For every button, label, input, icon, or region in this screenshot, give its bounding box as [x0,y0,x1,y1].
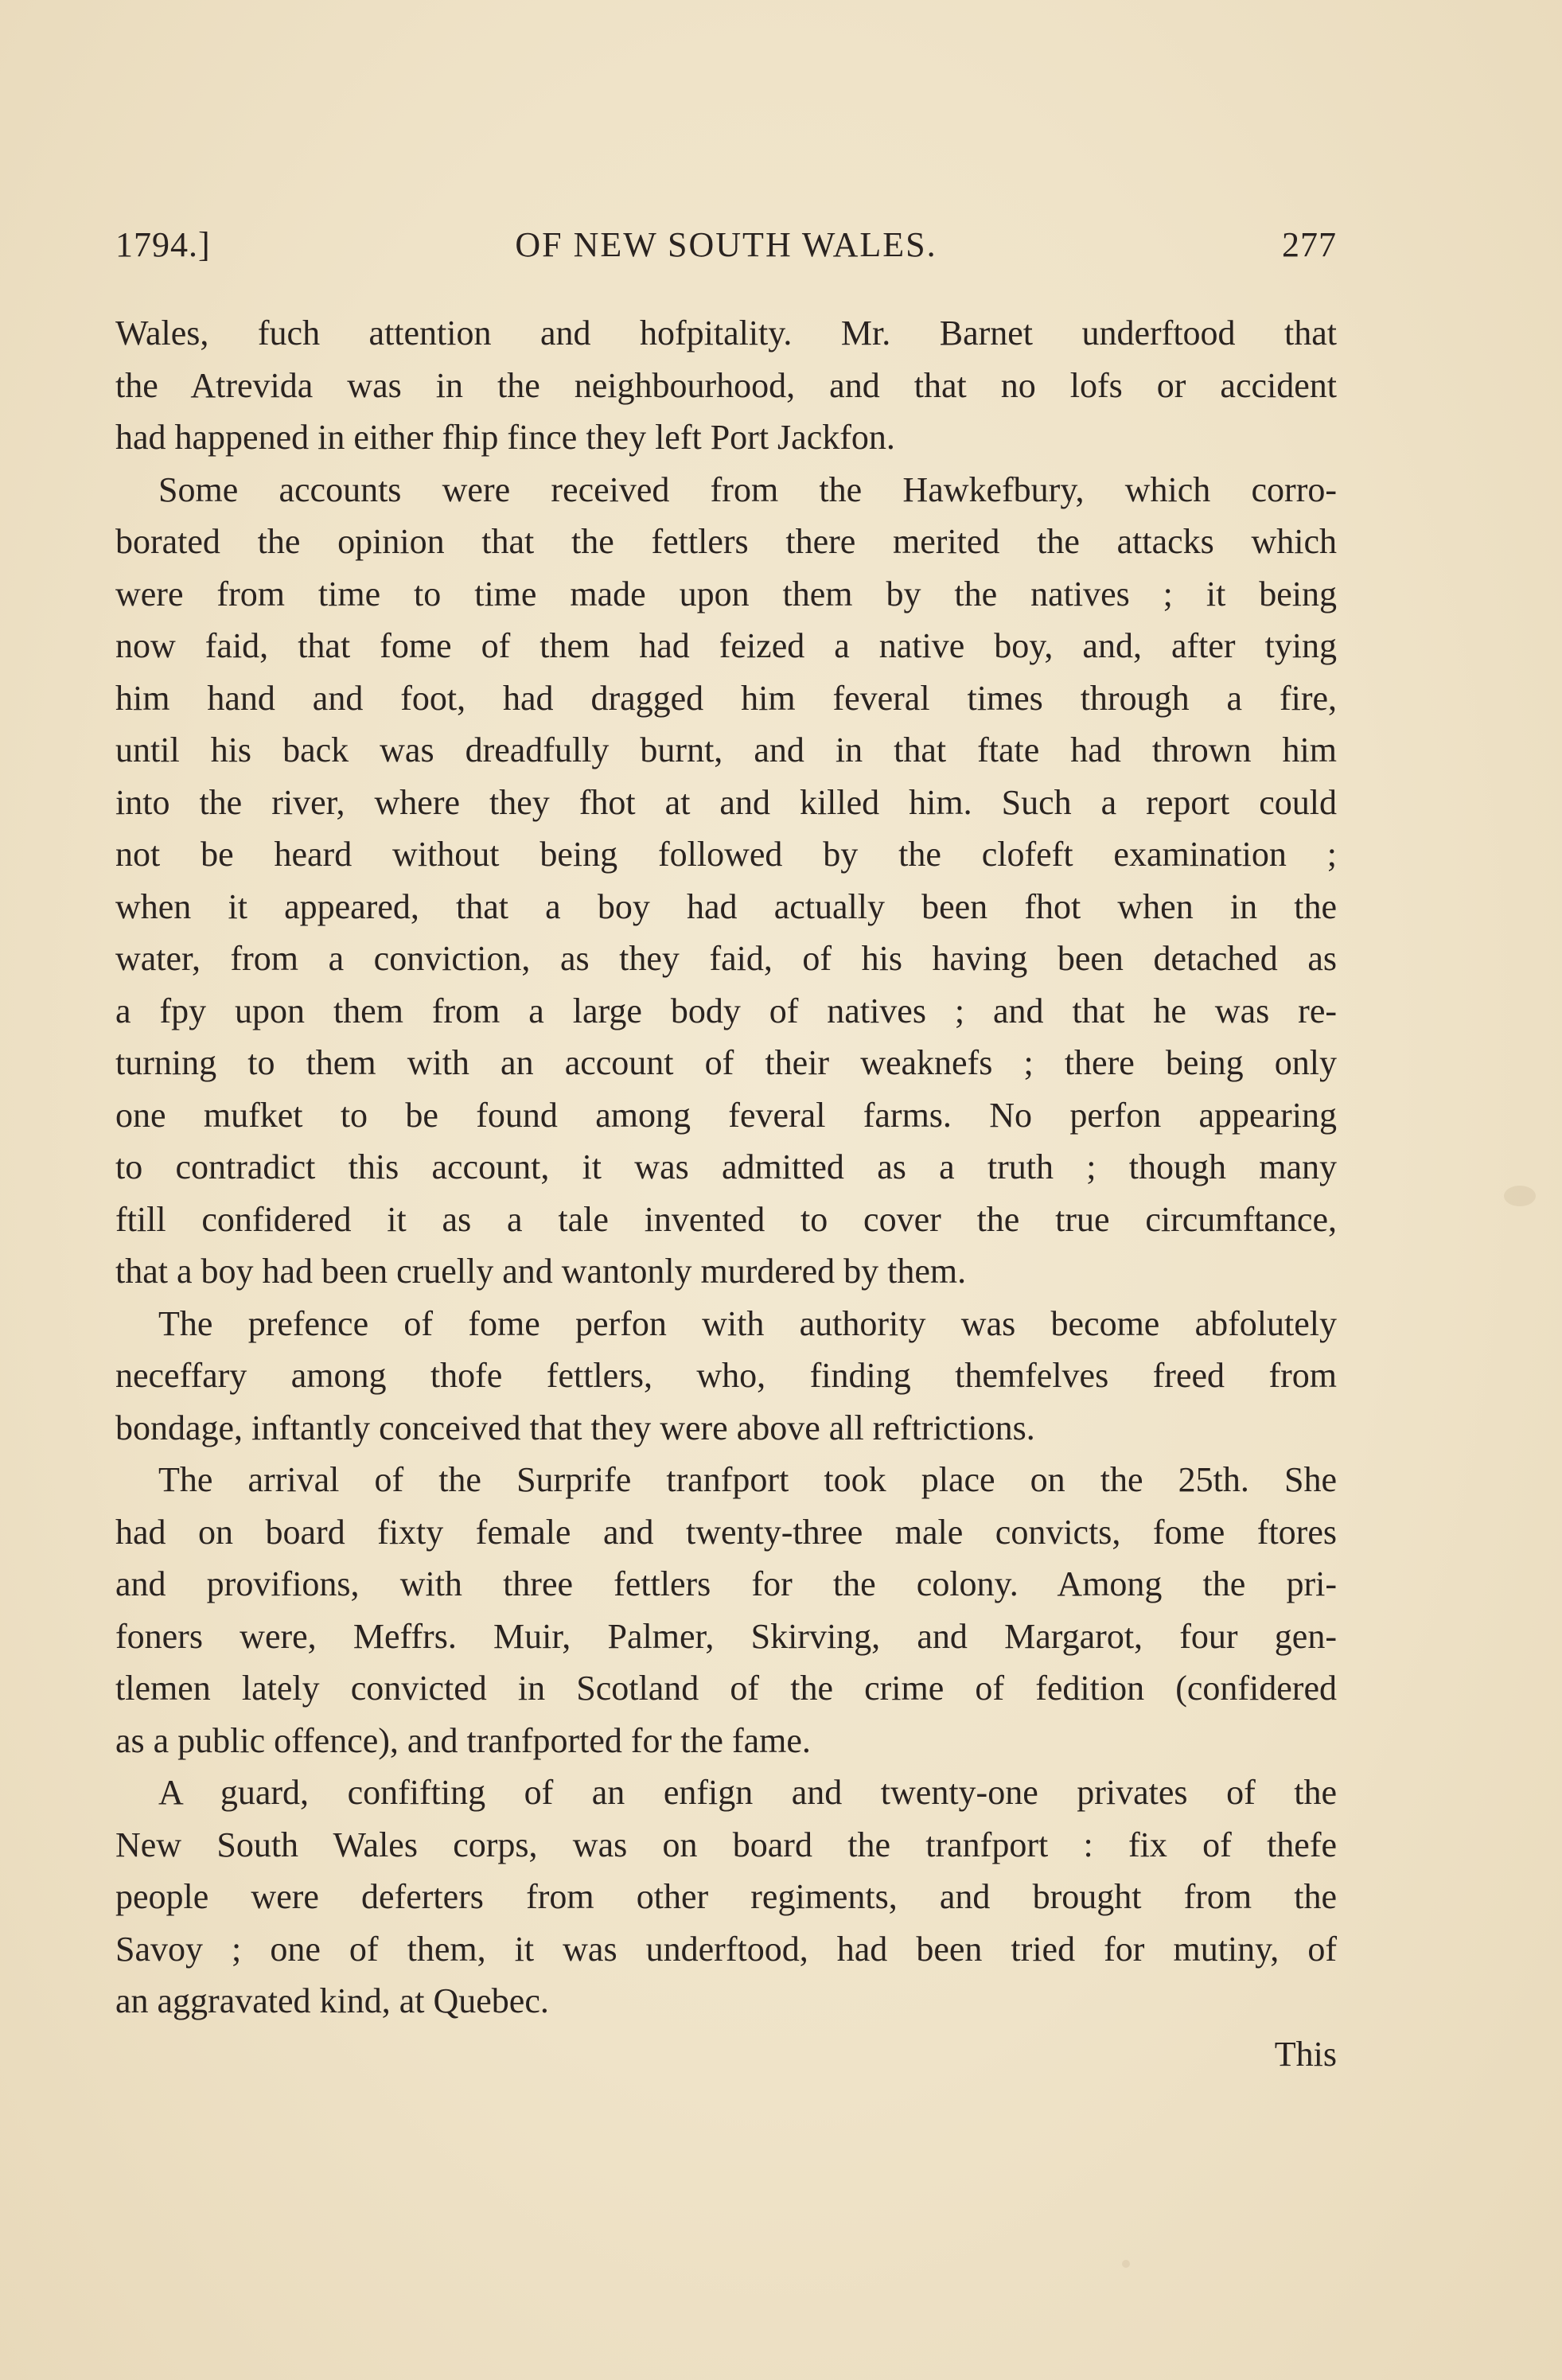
text-line: neceffary among thofe fettlers, who, finding themfelves freed from [115,1356,1337,1395]
text-line: until his back was dreadfully burnt, and in that ftate had thrown him [115,730,1337,769]
text-line: New South Wales corps, was on board the tranfport : fix of thefe [115,1825,1337,1864]
text-line: as a public offence), and tranfported for the fame. [115,1720,811,1760]
text-line: A guard, confifting of an enfign and twenty-one privates of the [158,1773,1337,1812]
text-line: were from time to time made upon them by the natives ; it being [115,574,1337,614]
running-header [115,224,1337,272]
text-line: Wales, fuch attention and hofpitality. Mr. Barnet underftood that [115,314,1337,353]
text-line: now faid, that fome of them had feized a native boy, and, after tying [115,626,1337,665]
text-line: Savoy ; one of them, it was underftood, had been tried for mutiny, of [115,1929,1337,1969]
text-line: water, from a conviction, as they faid, of his having been detached as [115,939,1337,978]
text-line: one mufket to be found among feveral farms. No perfon appearing [115,1095,1337,1135]
paper-stain [1122,2260,1130,2268]
text-line: when it appeared, that a boy had actually been fhot when in the [115,886,1337,926]
page-number: 277 [1282,225,1337,264]
text-line: into the river, where they fhot at and killed him. Such a report could [115,782,1337,822]
paper-stain [1504,1186,1536,1206]
catchword: This [1274,2035,1337,2074]
text-line: Some accounts were received from the Hawkefbury, which corro- [158,469,1337,509]
text-line: had on board fixty female and twenty-three male convicts, fome ftores [115,1512,1337,1552]
text-line: the Atrevida was in the neighbourhood, and that no lofs or accident [115,365,1337,405]
header-year: 1794.] [115,225,211,264]
text-line: not be heard without being followed by the clofeft examination ; [115,835,1337,874]
text-line: to contradict this account, it was admitted as a truth ; though many [115,1147,1337,1186]
text-line: him hand and foot, had dragged him feveral times through a fire, [115,678,1337,718]
text-line: turning to them with an account of their weaknefs ; there being only [115,1043,1337,1082]
text-line: an aggravated kind, at Quebec. [115,1981,549,2020]
text-line: ftill confidered it as a tale invented to cover the true circumftance, [115,1199,1337,1239]
text-line: people were deferters from other regiments, and brought from the [115,1877,1337,1916]
text-line: bondage, inftantly conceived that they were above all reftrictions. [115,1408,1035,1447]
body-text [115,307,1337,2027]
text-line: that a boy had been cruelly and wantonly murdered by them. [115,1252,967,1291]
text-line: and provifions, with three fettlers for the colony. Among the pri- [115,1564,1337,1603]
text-line: The arrival of the Surprife tranfport took place on the 25th. She [158,1460,1337,1499]
text-line: had happened in either fhip fince they left Port Jackfon. [115,418,895,457]
text-line: borated the opinion that the fettlers there merited the attacks which [115,522,1337,561]
running-title: OF NEW SOUTH WALES. [515,225,937,264]
text-line: a fpy upon them from a large body of natives ; and that he was re- [115,991,1337,1030]
text-line: tlemen lately convicted in Scotland of the crime of fedition (confidered [115,1669,1337,1708]
text-line: foners were, Meffrs. Muir, Palmer, Skirving, and Margarot, four gen- [115,1616,1337,1656]
text-line: The prefence of fome perfon with authority was become abfolutely [158,1303,1337,1343]
